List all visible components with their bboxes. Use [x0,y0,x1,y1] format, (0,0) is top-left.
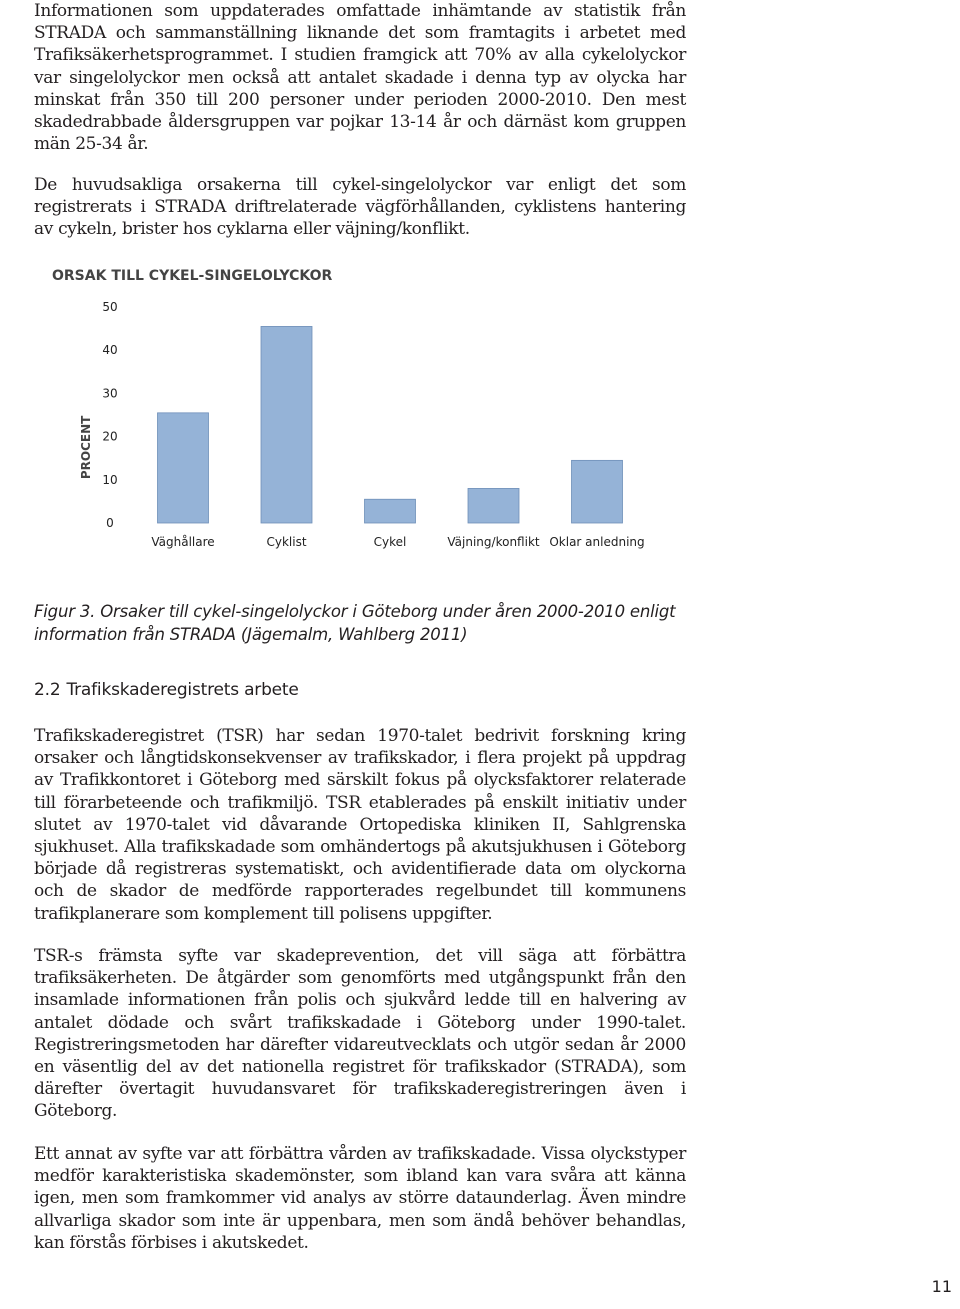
y-tick-label: 20 [102,429,118,444]
bar-3 [365,499,416,523]
section-heading [34,680,299,700]
x-tick-label: Väghållare [151,535,215,549]
figure-caption: Figur 3. Orsaker till cykel-singelolyckor i Göteborg under åren 2000-2010 enligt information från STRADA (Jägemalm, Wahlberg 2011) [34,602,676,644]
page-number: 11 [931,1277,952,1296]
section-title: Trafikskaderegistrets arbete [66,680,299,700]
y-tick-label: 0 [106,516,114,530]
x-tick-label: Cykel [373,535,407,549]
paragraph-tsr-purpose: TSR-s främsta syfte var skadeprevention, det vill säga att förbättra trafiksäkerheten. De åtgärder som genomförts med utgångspunkt från den insamlade informationen från polis och sjukvård ledde till en halvering av antalet dödade och svårt trafikskadade i Göteborg under 1990-talet. Registreringsmetoden har därefter vidareutvecklats och utgör sedan år 2000 en väsentlig del av det nationella registret för trafikskador (STRADA), som därefter övertagit huvudansvaret för trafikskaderegistreringen även i Göteborg. [34,946,686,1122]
chart-title: ORSAK TILL CYKEL-SINGELOLYCKOR [52,268,333,284]
section-number: 2.2 [34,680,61,700]
y-tick-label: 30 [102,386,118,401]
paragraph-causes: De huvudsakliga orsakerna till cykel-singelolyckor var enligt det som registrerats i STRADA driftrelaterade vägförhållanden, cyklistens hantering av cykeln, brister hos cyklarna eller väjning/konflikt. [34,175,686,240]
x-tick-label: Oklar anledning [549,535,645,549]
paragraph-care: Ett annat av syfte var att förbättra vården av trafikskadade. Vissa olyckstyper medför karakteristiska skademönster, som ibland kan vara svåra att känna igen, men som framkommer vid analys av större dataunderlag. Även mindre allvarliga skador som inte är uppenbara, men som ändå behöver behandlas, kan förstås förbises i akutskedet. [34,1144,686,1253]
x-tick-label: Cyklist [266,535,307,549]
bar-2 [261,326,312,523]
y-tick-label: 10 [102,472,118,487]
paragraph-intro: Informationen som uppdaterades omfattade inhämtande av statistik från STRADA och sammanställning liknande det som framtagits i arbetet med Trafiksäkerhetsprogrammet. I studien framgick att 70% av alla cykelolyckor var singelolyckor men också att antalet skadade i denna typ av olycka har minskat från 350 till 200 personer under perioden 2000-2010. Den mest skadedrabbade åldersgruppen var pojkar 13-14 år och därnäst kom gruppen män 25-34 år. [34,1,686,155]
bar-1 [158,413,209,523]
y-axis-label: PROCENT [79,415,93,480]
paragraph-tsr-history: Trafikskaderegistret (TSR) har sedan 1970-talet bedrivit forskning kring orsaker och långtidskonsekvenser av trafikskador, i flera projekt på uppdrag av Trafikkontoret i Göteborg med särskilt fokus på olycksfaktorer relaterade till förarbeteende och trafikmiljö. TSR etablerades på enskilt initiativ under slutet av 1970-talet vid dåvarande Ortopediska kliniken II, Sahlgrenska sjukhuset. Alla trafikskadade som omhändertogs på akutsjukhusen i Göteborg började då registreras systematiskt, och avidentifierade data om olyckorna och de skador de medförde rapporterades regelbundet till kommunens trafikplanerare som komplement till polisens uppgifter. [34,726,686,924]
y-tick-label: 50 [102,300,118,314]
x-tick-label: Väjning/konflikt [447,535,540,549]
bar-chart [40,255,660,560]
bar-4 [468,488,519,523]
bar-5 [572,460,623,523]
y-tick-label: 40 [102,343,118,358]
